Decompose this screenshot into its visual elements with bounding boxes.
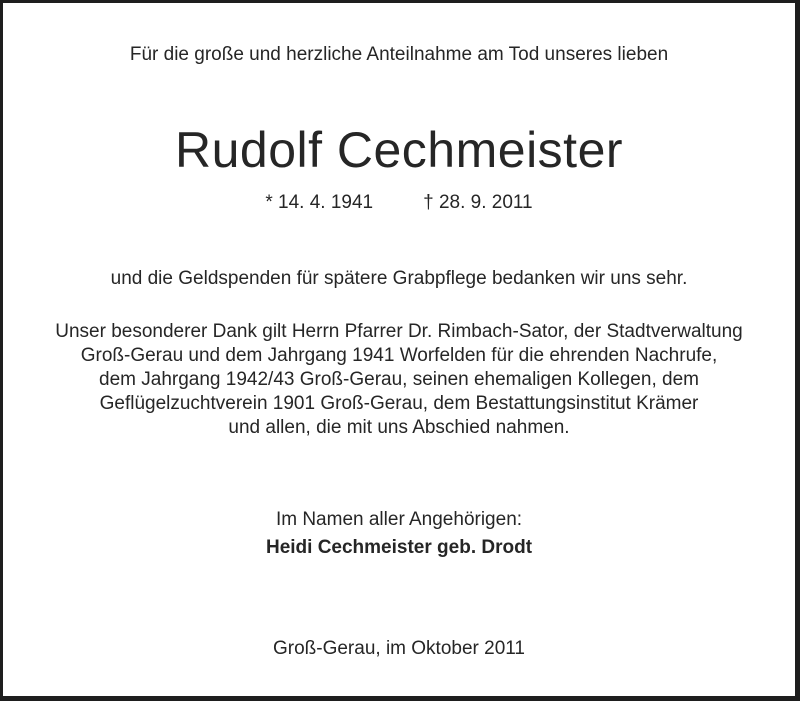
obituary-notice <box>3 3 795 696</box>
special-thanks-line: dem Jahrgang 1942/43 Groß-Gerau, seinen ehemaligen Kollegen, dem <box>99 369 699 390</box>
birth-date: * 14. 4. 1941 <box>265 192 374 213</box>
special-thanks-line: Groß-Gerau und dem Jahrgang 1941 Worfelden für die ehrenden Nachrufe, <box>80 345 718 366</box>
death-date: † 28. 9. 2011 <box>423 192 533 213</box>
special-thanks-line: Unser besonderer Dank gilt Herrn Pfarrer Dr. Rimbach-Sator, der Stadtverwaltung <box>55 321 743 342</box>
life-dates <box>3 191 795 215</box>
place-date: Groß-Gerau, im Oktober 2011 <box>272 638 526 659</box>
special-thanks-line: und allen, die mit uns Abschied nahmen. <box>228 417 570 438</box>
signer-name: Heidi Cechmeister geb. Drodt <box>265 537 533 558</box>
intro-text: Für die große und herzliche Anteilnahme am Tod unseres lieben <box>129 44 669 65</box>
special-thanks-line: Geflügelzuchtverein 1901 Groß-Gerau, dem Bestattungsinstitut Krämer <box>99 393 699 414</box>
thanks-line: und die Geldspenden für spätere Grabpflege bedanken wir uns sehr. <box>110 268 688 289</box>
deceased-name: Rudolf Cechmeister <box>174 122 624 178</box>
special-thanks-paragraph <box>3 320 795 440</box>
closing-text: Im Namen aller Angehörigen: <box>275 509 523 530</box>
